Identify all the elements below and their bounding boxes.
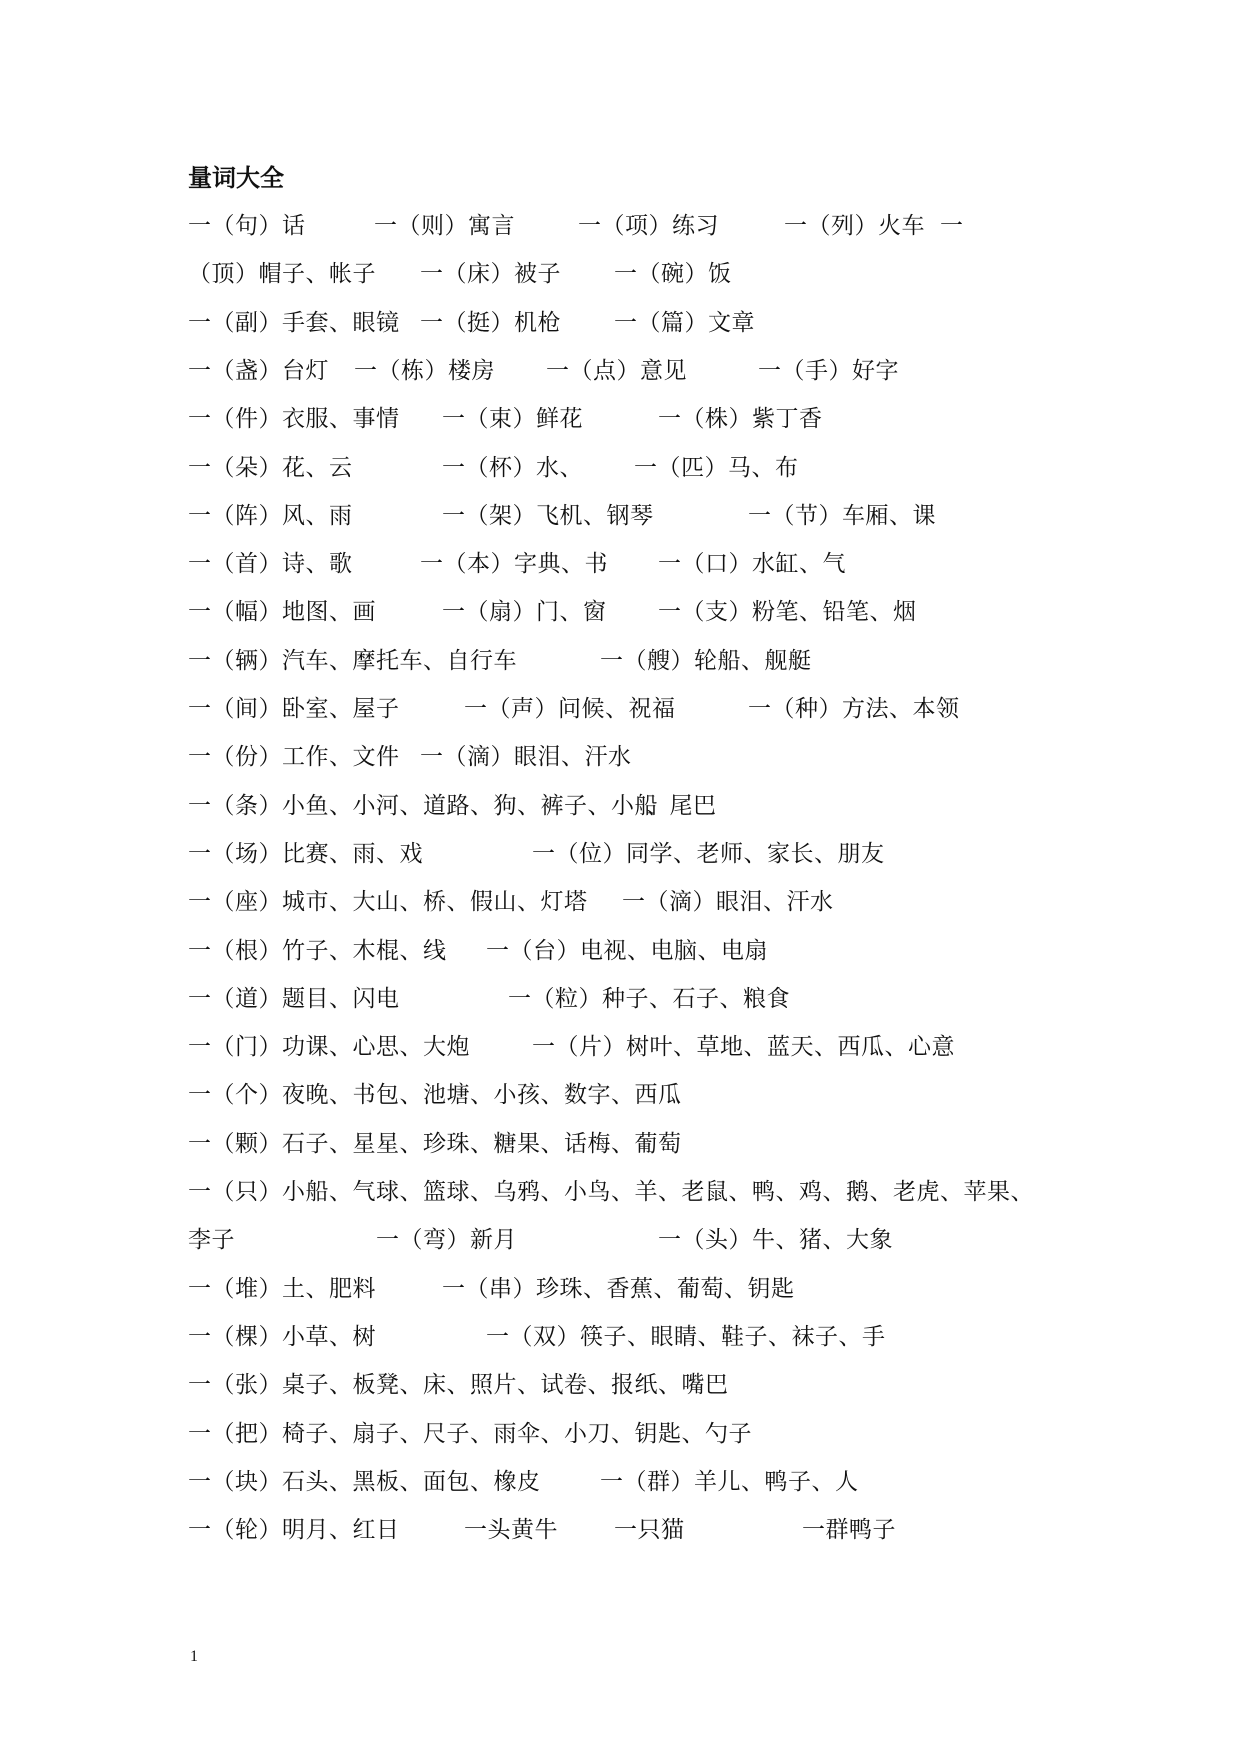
measure-word-entry: 一（副）手套、眼镜 (188, 310, 400, 336)
measure-word-entry: 一（句）话 (188, 213, 306, 239)
measure-word-entry: 一（群）羊儿、鸭子、人 (600, 1469, 859, 1495)
text-line (188, 788, 1188, 824)
measure-word-entry: 一（点）意见 (546, 358, 687, 384)
measure-word-entry: 一（声）问候、祝福 (464, 696, 676, 722)
measure-word-entry: 一（门）功课、心思、大炮 (188, 1034, 470, 1060)
measure-word-entry: 一（颗）石子、星星、珍珠、糖果、话梅、葡萄 (188, 1131, 682, 1157)
text-line (188, 305, 1188, 341)
text-line (188, 1512, 1188, 1548)
text-line (188, 981, 1188, 1017)
text-line (188, 450, 1188, 486)
measure-word-entry: 一（架）飞机、钢琴 (442, 503, 654, 529)
text-line (188, 1319, 1188, 1355)
measure-word-entry: 一（扇）门、窗 (442, 599, 607, 625)
measure-word-entry: （顶）帽子、帐子 (188, 261, 376, 287)
page-title: 量词大全 (188, 164, 284, 192)
text-line (188, 1271, 1188, 1307)
measure-word-entry: 一（杯）水、 (442, 455, 583, 481)
measure-word-entry: 一（间）卧室、屋子 (188, 696, 400, 722)
text-line (188, 594, 1188, 630)
measure-word-entry: 一（碗）饭 (614, 261, 732, 287)
measure-word-entry: 一（节）车厢、课 (748, 503, 936, 529)
measure-word-entry: 一（把）椅子、扇子、尺子、雨伞、小刀、钥匙、勺子 (188, 1421, 752, 1447)
text-line (188, 1222, 1188, 1258)
measure-word-entry: 一（头）牛、猪、大象 (658, 1227, 893, 1253)
measure-word-entry: 一（首）诗、歌 (188, 551, 353, 577)
measure-word-entry: 一（阵）风、雨 (188, 503, 353, 529)
text-line (188, 1367, 1188, 1403)
measure-word-entry: 一（滴）眼泪、汗水 (420, 744, 632, 770)
text-line (188, 691, 1188, 727)
measure-word-entry: 一群鸭子 (802, 1517, 896, 1543)
text-line (188, 401, 1188, 437)
measure-word-entry: 一（篇）文章 (614, 310, 755, 336)
measure-word-entry: 一（株）紫丁香 (658, 406, 823, 432)
measure-word-entry: 一（台）电视、电脑、电扇 (486, 938, 768, 964)
measure-word-entry: 一（手）好字 (758, 358, 899, 384)
page-number: 1 (190, 1648, 198, 1665)
measure-word-entry: 一（双）筷子、眼睛、鞋子、袜子、手 (486, 1324, 886, 1350)
measure-word-entry: 李子 (188, 1227, 235, 1253)
measure-word-entry: 一（粒）种子、石子、粮食 (508, 986, 790, 1012)
measure-word-entry: 一（串）珍珠、香蕉、葡萄、钥匙 (442, 1276, 795, 1302)
measure-word-entry: 一（根）竹子、木棍、线 (188, 938, 447, 964)
text-line (188, 1416, 1188, 1452)
measure-word-entry: 一（个）夜晚、书包、池塘、小孩、数字、西瓜 (188, 1082, 682, 1108)
measure-word-entry: 一（件）衣服、事情 (188, 406, 400, 432)
measure-word-entry: 一（片）树叶、草地、蓝天、西瓜、心意 (532, 1034, 955, 1060)
measure-word-entry: 一（则）寓言 (374, 213, 515, 239)
measure-word-entry: 一（项）练习 (578, 213, 719, 239)
measure-word-entry: 一（束）鲜花 (442, 406, 583, 432)
text-line (188, 1077, 1188, 1113)
measure-word-entry: 一（床）被子 (420, 261, 561, 287)
text-line (188, 208, 1188, 244)
measure-word-entry: 一（滴）眼泪、汗水 (622, 889, 834, 915)
text-line (188, 546, 1188, 582)
measure-word-entry: 一（弯）新月 (376, 1227, 517, 1253)
measure-word-entry: 一 (940, 213, 964, 239)
measure-word-entry: 一（栋）楼房 (354, 358, 495, 384)
measure-word-entry: 一（条）小鱼、小河、道路、狗、裤子、小船 (188, 793, 658, 819)
measure-word-entry: 一（道）题目、闪电 (188, 986, 400, 1012)
text-line (188, 836, 1188, 872)
measure-word-entry: 一（本）字典、书 (420, 551, 608, 577)
measure-word-entry: 一（份）工作、文件 (188, 744, 400, 770)
measure-word-entry: 一（支）粉笔、铅笔、烟 (658, 599, 917, 625)
text-line (188, 498, 1188, 534)
measure-word-entry: 一（张）桌子、板凳、床、照片、试卷、报纸、嘴巴 (188, 1372, 729, 1398)
measure-word-entry: 一（盏）台灯 (188, 358, 329, 384)
text-line (188, 884, 1188, 920)
measure-word-entry: 一（棵）小草、树 (188, 1324, 376, 1350)
text-line (188, 933, 1188, 969)
text-line (188, 353, 1188, 389)
measure-word-entry: 一（座）城市、大山、桥、假山、灯塔 (188, 889, 588, 915)
measure-word-entry: 一（辆）汽车、摩托车、自行车 (188, 648, 517, 674)
measure-word-entry: 一（只）小船、气球、篮球、乌鸦、小鸟、羊、老鼠、鸭、鸡、鹅、老虎、苹果、 (188, 1179, 1034, 1205)
measure-word-entry: 一（列）火车 (784, 213, 925, 239)
text-line (188, 1464, 1188, 1500)
measure-word-entry: 一（场）比赛、雨、戏 (188, 841, 423, 867)
text-line (188, 1126, 1188, 1162)
measure-word-entry: 、尾巴 (646, 793, 717, 819)
measure-word-entry: 一（轮）明月、红日 (188, 1517, 400, 1543)
measure-word-entry: 一（堆）土、肥料 (188, 1276, 376, 1302)
text-line (188, 256, 1188, 292)
measure-word-entry: 一只猫 (614, 1517, 685, 1543)
measure-word-entry: 一（挺）机枪 (420, 310, 561, 336)
measure-word-entry: 一（位）同学、老师、家长、朋友 (532, 841, 885, 867)
measure-word-entry: 一（朵）花、云 (188, 455, 353, 481)
measure-word-entry: 一（匹）马、布 (634, 455, 799, 481)
text-line (188, 739, 1188, 775)
text-line (188, 1029, 1188, 1065)
text-line (188, 1174, 1188, 1210)
measure-word-entry: 一头黄牛 (464, 1517, 558, 1543)
measure-word-entry: 一（幅）地图、画 (188, 599, 376, 625)
measure-word-entry: 一（块）石头、黑板、面包、橡皮 (188, 1469, 541, 1495)
measure-word-entry: 一（艘）轮船、舰艇 (600, 648, 812, 674)
measure-word-entry: 一（种）方法、本领 (748, 696, 960, 722)
text-line (188, 643, 1188, 679)
measure-word-entry: 一（口）水缸、气 (658, 551, 846, 577)
